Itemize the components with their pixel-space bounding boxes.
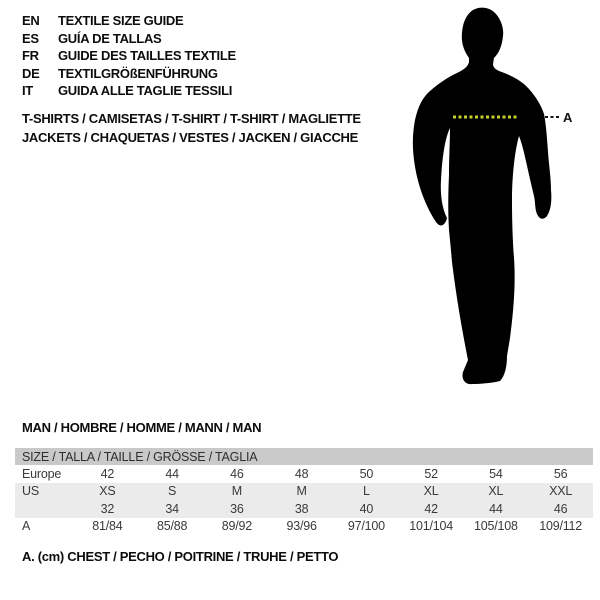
language-code: DE [22, 65, 40, 81]
section-title-man: MAN / HOMBRE / HOMME / MANN / MAN [22, 420, 262, 435]
language-code: ES [22, 30, 39, 46]
size-table-row-numeric [15, 500, 593, 518]
size-cell: M [231, 484, 242, 499]
legend-row [22, 47, 236, 65]
legend-label: TEXTILE SIZE GUIDE [58, 13, 184, 28]
size-cell: 42 [424, 501, 438, 516]
size-cell: 56 [553, 466, 568, 481]
man-silhouette [413, 8, 551, 384]
category-line-tshirts: T-SHIRTS / CAMISETAS / T-SHIRT / T-SHIRT / MAGLIETTE [22, 111, 361, 126]
size-cell: 48 [294, 466, 309, 481]
size-cell: XS [99, 484, 116, 499]
category-line-jackets: JACKETS / CHAQUETAS / VESTES / JACKEN / GIACCHE [22, 129, 358, 145]
size-cell: XL [488, 484, 504, 499]
size-cell: 36 [230, 501, 244, 516]
size-cell: 97/100 [347, 519, 385, 534]
legend-label: GUIDA ALLE TAGLIE TESSILI [58, 83, 233, 98]
size-cell: 54 [489, 466, 503, 481]
size-cell: 38 [294, 501, 309, 516]
size-cell: 93/96 [286, 519, 317, 534]
legend-row [22, 82, 236, 100]
size-cell: S [168, 484, 177, 499]
size-row-label: A [22, 519, 31, 534]
language-code: FR [22, 48, 39, 63]
measure-label-a: A [563, 110, 573, 125]
size-cell: XL [423, 484, 439, 499]
language-code: IT [22, 83, 33, 98]
size-cell: 34 [165, 501, 179, 516]
size-cell: 52 [424, 466, 438, 481]
size-cell: 32 [100, 501, 115, 516]
legend-row [22, 12, 236, 30]
size-cell: 89/92 [221, 519, 253, 534]
size-cell: 105/108 [473, 519, 518, 534]
size-cell: 40 [359, 501, 374, 516]
legend-label: GUÍA DE TALLAS [58, 30, 162, 46]
size-row-label: Europe [22, 466, 62, 481]
language-legend [22, 12, 236, 100]
size-cell: 46 [553, 501, 568, 516]
size-cell: XXL [549, 484, 573, 499]
size-cell: 85/88 [156, 519, 188, 534]
legend-row [22, 65, 236, 83]
size-figure [400, 0, 600, 410]
size-table-header: SIZE / TALLA / TAILLE / GRÖSSE / TAGLIA [15, 448, 593, 465]
size-cell: 109/112 [539, 519, 583, 534]
size-table-row-us [15, 483, 593, 501]
legend-row [22, 30, 236, 48]
garment-categories [22, 110, 361, 147]
size-row-label: US [22, 484, 39, 499]
size-table [15, 448, 593, 535]
size-table-row-europe [15, 465, 593, 483]
size-cell: L [362, 484, 370, 499]
size-cell: 50 [359, 466, 374, 481]
size-cell: M [296, 484, 307, 499]
size-cell: 81/84 [92, 519, 123, 534]
size-cell: 101/104 [409, 519, 454, 534]
size-cell: 44 [165, 466, 179, 481]
legend-label: TEXTILGRÖßENFÜHRUNG [58, 65, 218, 81]
size-cell: 46 [230, 466, 244, 481]
legend-label: GUIDE DES TAILLES TEXTILE [58, 48, 236, 63]
size-table-row-chest [15, 518, 593, 536]
chest-footnote: A. (cm) CHEST / PECHO / POITRINE / TRUHE / PETTO [22, 549, 339, 564]
language-code: EN [22, 13, 40, 28]
size-cell: 44 [489, 501, 503, 516]
size-cell: 42 [100, 466, 115, 481]
